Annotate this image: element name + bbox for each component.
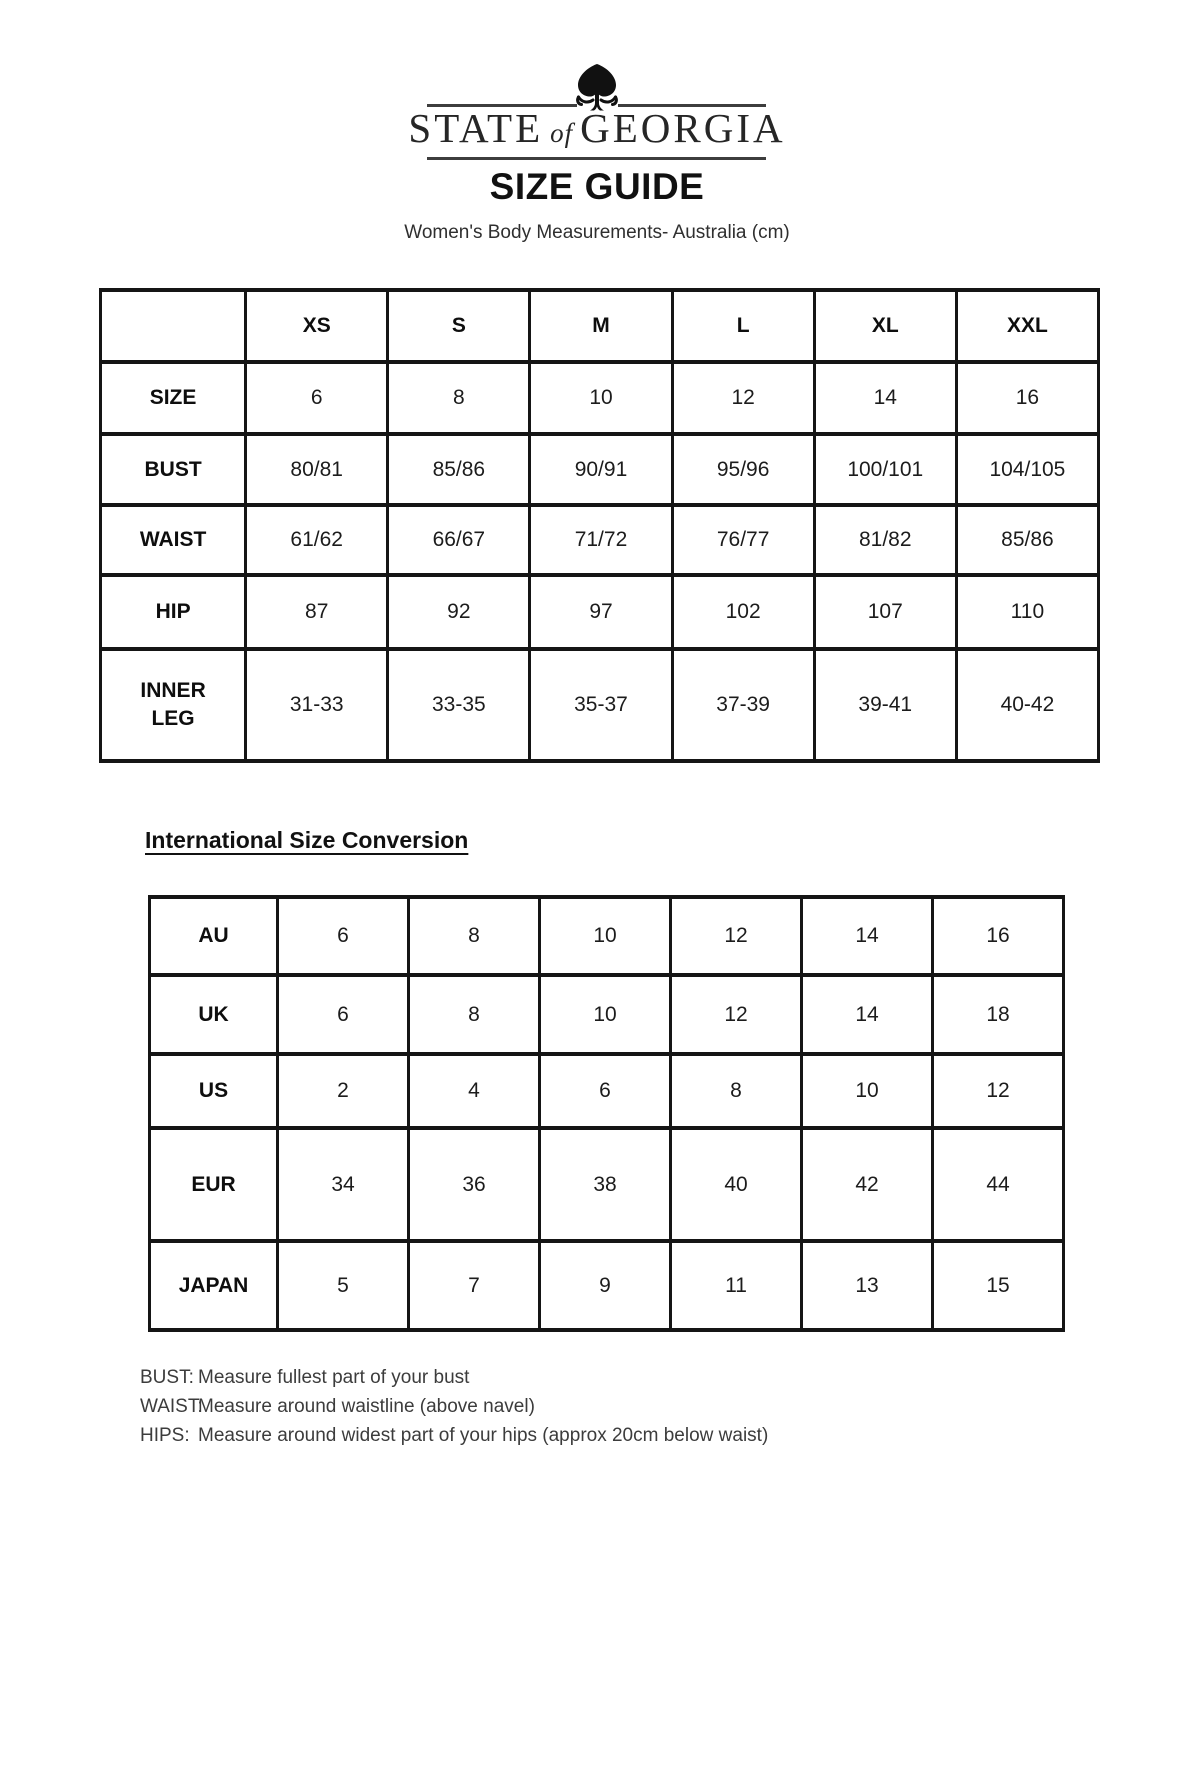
row-label: SIZE [101,362,246,434]
table-cell: 34 [278,1128,409,1241]
note-waist [140,1392,768,1421]
table-cell: 8 [388,362,530,434]
table-cell: 95/96 [672,434,814,505]
table-cell: 36 [409,1128,540,1241]
page-subtitle: Women's Body Measurements- Australia (cm) [404,222,790,243]
table-cell: 2 [278,1054,409,1128]
table-cell: 10 [540,897,671,975]
table-row-uk [150,975,1064,1054]
table-cell: 6 [246,362,388,434]
table-cell: 16 [933,897,1064,975]
brand-of: of [550,118,574,148]
note-label: HIPS: [140,1425,190,1446]
measurements-table [99,288,1100,763]
table-cell: 12 [671,897,802,975]
brand-right: GEORGIA [580,105,786,151]
table-row-eur [150,1128,1064,1241]
table-cell: 6 [278,897,409,975]
header-cell-m: M [530,290,672,362]
table-cell: 92 [388,575,530,649]
table-cell: 100/101 [814,434,956,505]
brand-name [0,102,1194,159]
table-cell: 33-35 [388,649,530,761]
table-cell: 6 [540,1054,671,1128]
table-cell: 37-39 [672,649,814,761]
table-cell: 7 [409,1241,540,1330]
table-cell: 31-33 [246,649,388,761]
table-cell: 107 [814,575,956,649]
table-cell: 10 [530,362,672,434]
row-label-text: INNER LEG [140,678,206,730]
row-label: UK [150,975,278,1054]
table-cell: 16 [956,362,1098,434]
table-cell: 80/81 [246,434,388,505]
row-label: BUST [101,434,246,505]
header-cell-xs: XS [246,290,388,362]
table-cell: 6 [278,975,409,1054]
table-cell: 9 [540,1241,671,1330]
table-cell: 13 [802,1241,933,1330]
table-cell: 8 [409,897,540,975]
table-cell: 71/72 [530,505,672,575]
table-cell: 14 [802,975,933,1054]
table-cell: 14 [814,362,956,434]
table-cell: 102 [672,575,814,649]
row-label: WAIST [101,505,246,575]
brand-left: STATE [408,105,544,151]
table-cell: 87 [246,575,388,649]
table-cell: 12 [671,975,802,1054]
table-cell: 5 [278,1241,409,1330]
table-cell: 14 [802,897,933,975]
header-cell-empty [101,290,246,362]
table-cell: 44 [933,1128,1064,1241]
table-row-japan [150,1241,1064,1330]
note-hips [140,1421,768,1450]
table-cell: 8 [671,1054,802,1128]
conversion-table-wrap [148,895,1065,1332]
header-cell-xl: XL [814,290,956,362]
table-row-bust [101,434,1099,505]
table-cell: 85/86 [388,434,530,505]
note-label: WAIST: [140,1396,203,1417]
table-row-hip [101,575,1099,649]
table-cell: 15 [933,1241,1064,1330]
table-cell: 18 [933,975,1064,1054]
header-cell-xxl: XXL [956,290,1098,362]
logo-rule-bottom [427,157,766,160]
note-bust [140,1363,768,1392]
header-cell-s: S [388,290,530,362]
table-cell: 38 [540,1128,671,1241]
table-cell: 97 [530,575,672,649]
table-cell: 61/62 [246,505,388,575]
table-cell: 39-41 [814,649,956,761]
table-cell: 85/86 [956,505,1098,575]
table-row-au [150,897,1064,975]
row-label: JAPAN [150,1241,278,1330]
table-row-waist [101,505,1099,575]
table-cell: 8 [409,975,540,1054]
table-cell: 12 [672,362,814,434]
table-cell: 12 [933,1054,1064,1128]
table-cell: 90/91 [530,434,672,505]
conversion-table [148,895,1065,1332]
table-cell: 10 [802,1054,933,1128]
row-label: AU [150,897,278,975]
table-cell: 42 [802,1128,933,1241]
table-header-row [101,290,1099,362]
measurements-table-wrap [99,288,1100,763]
table-cell: 4 [409,1054,540,1128]
table-cell: 66/67 [388,505,530,575]
row-label: HIP [101,575,246,649]
note-label: BUST: [140,1367,194,1388]
note-text: Measure fullest part of your bust [198,1367,470,1388]
table-cell: 35-37 [530,649,672,761]
table-row-us [150,1054,1064,1128]
conversion-heading: International Size Conversion [145,827,469,853]
table-row-inner-leg [101,649,1099,761]
table-cell: 10 [540,975,671,1054]
header-cell-l: L [672,290,814,362]
measurement-notes [140,1363,768,1450]
note-text: Measure around waistline (above navel) [198,1396,535,1417]
page-title: SIZE GUIDE [489,166,705,207]
row-label: US [150,1054,278,1128]
note-text: Measure around widest part of your hips (approx 20cm below waist) [198,1425,769,1446]
table-cell: 81/82 [814,505,956,575]
table-cell: 40-42 [956,649,1098,761]
table-cell: 110 [956,575,1098,649]
table-cell: 11 [671,1241,802,1330]
table-cell: 76/77 [672,505,814,575]
table-cell: 40 [671,1128,802,1241]
row-label [101,649,246,761]
table-cell: 104/105 [956,434,1098,505]
row-label: EUR [150,1128,278,1241]
table-row-size [101,362,1099,434]
